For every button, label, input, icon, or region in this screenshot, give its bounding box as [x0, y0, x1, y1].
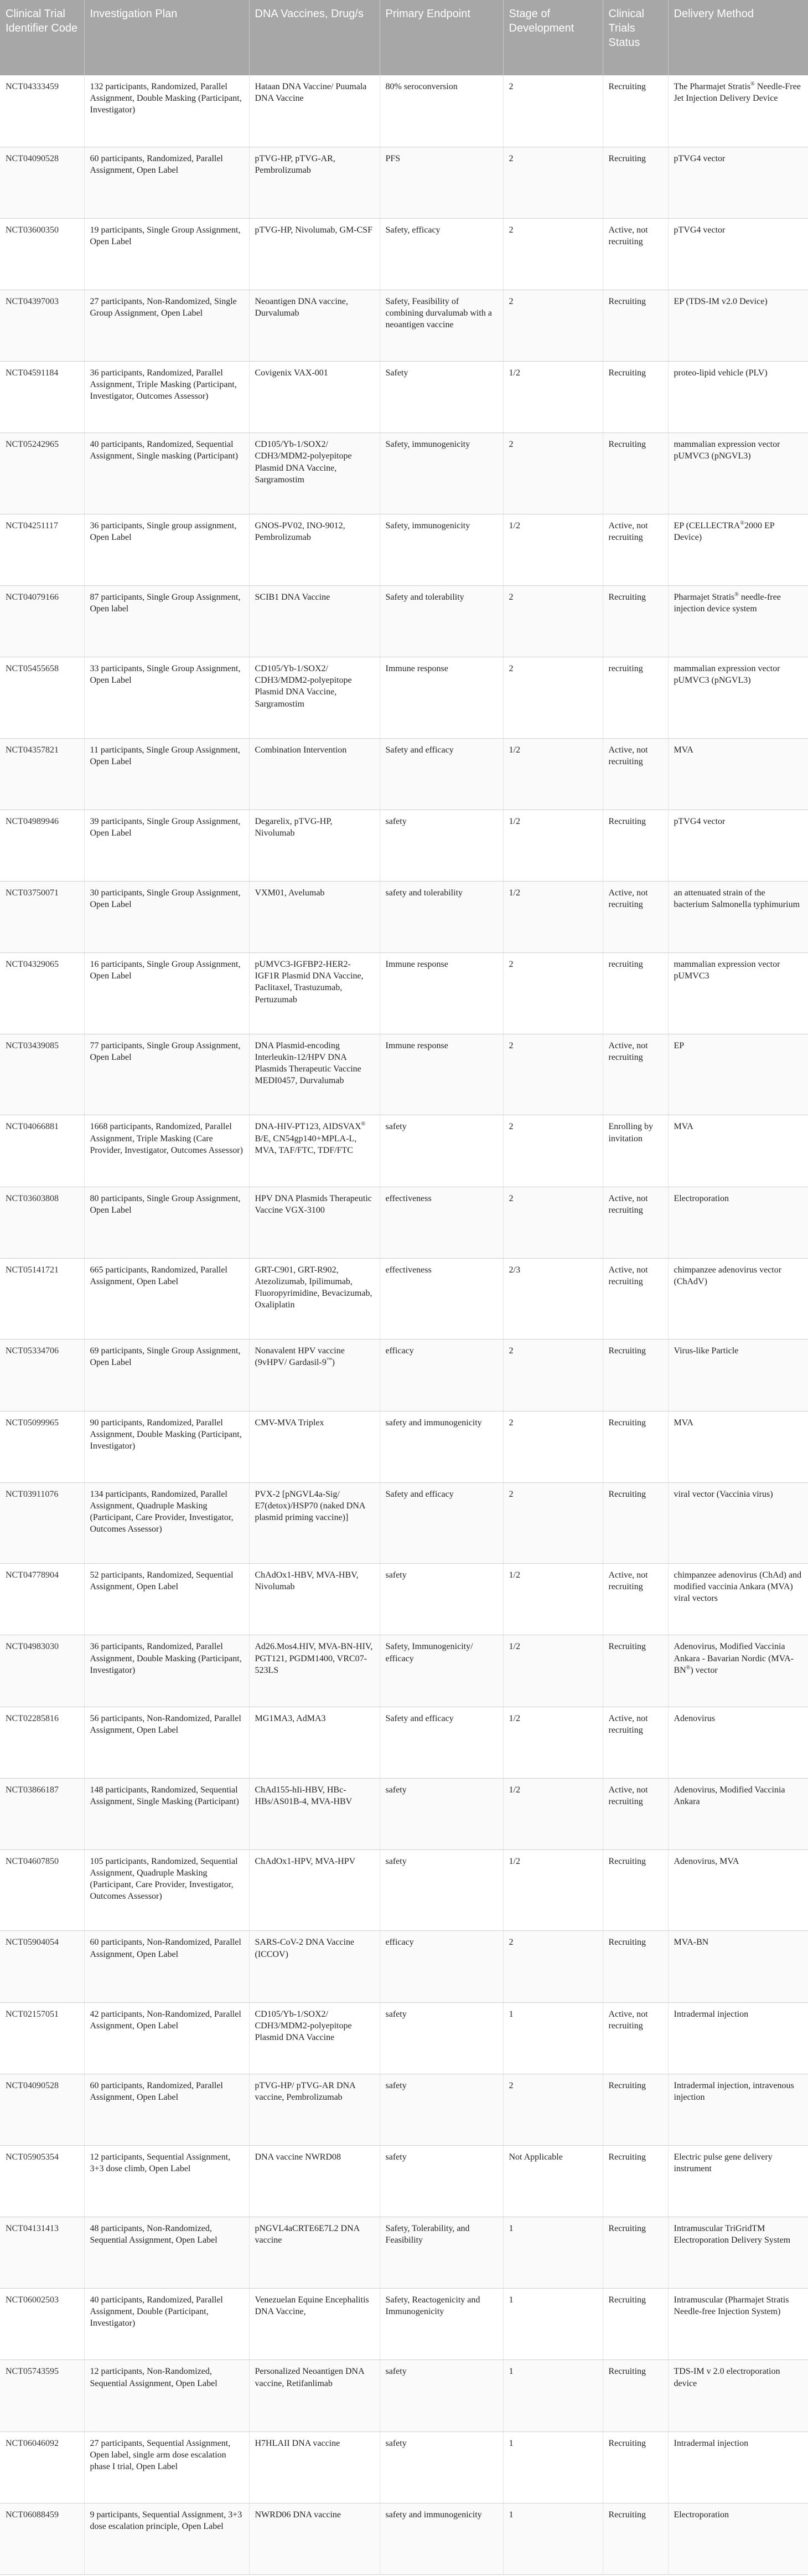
table-body: [0, 75, 808, 2574]
cell-stage: 1/2: [503, 362, 603, 433]
cell-delivery-method: pTVG4 vector: [668, 810, 808, 881]
cell-identifier: NCT03439085: [0, 1034, 84, 1115]
cell-status: Recruiting: [603, 1411, 668, 1482]
cell-delivery-method: Adenovirus, MVA: [668, 1849, 808, 1931]
table-row: [0, 2002, 808, 2074]
cell-delivery-method: proteo-lipid vehicle (PLV): [668, 362, 808, 433]
cell-investigation-plan: 11 participants, Single Group Assignment, Open Label: [84, 738, 249, 810]
cell-primary-endpoint: Safety: [380, 362, 503, 433]
cell-stage: 2: [503, 1931, 603, 2002]
cell-primary-endpoint: safety: [380, 2360, 503, 2431]
cell-identifier: NCT04607850: [0, 1849, 84, 1931]
cell-status: Recruiting: [603, 2217, 668, 2289]
cell-primary-endpoint: safety: [380, 1564, 503, 1635]
cell-delivery-method: Adenovirus: [668, 1707, 808, 1778]
cell-identifier: NCT04989946: [0, 810, 84, 881]
cell-delivery-method: Pharmajet Stratis® needle-free injection device system: [668, 586, 808, 657]
cell-dna-vaccines: Ad26.Mos4.HIV, MVA-BN-HIV, PGT121, PGDM1400, VRC07-523LS: [249, 1635, 380, 1707]
column-header-primary-endpoint: Primary Endpoint: [380, 0, 503, 75]
cell-delivery-method: Intradermal injection, intravenous injection: [668, 2074, 808, 2145]
table-row: [0, 1034, 808, 1115]
cell-identifier: NCT04090528: [0, 2074, 84, 2145]
table-row: [0, 433, 808, 514]
cell-identifier: NCT04251117: [0, 514, 84, 585]
cell-stage: 1/2: [503, 810, 603, 881]
cell-stage: 1/2: [503, 1778, 603, 1849]
table-row: [0, 1931, 808, 2002]
cell-dna-vaccines: pUMVC3-IGFBP2-HER2-IGF1R Plasmid DNA Vaccine, Paclitaxel, Trastuzumab, Pertuzumab: [249, 953, 380, 1034]
cell-delivery-method: EP (CELLECTRA®2000 EP Device): [668, 514, 808, 585]
cell-primary-endpoint: Safety, Tolerability, and Feasibility: [380, 2217, 503, 2289]
cell-status: Recruiting: [603, 1339, 668, 1411]
cell-delivery-method: The Pharmajet Stratis® Needle-Free Jet Injection Delivery Device: [668, 75, 808, 147]
cell-investigation-plan: 69 participants, Single Group Assignment, Open Label: [84, 1339, 249, 1411]
cell-identifier: NCT04591184: [0, 362, 84, 433]
cell-investigation-plan: 42 participants, Non-Randomized, Parallel Assignment, Open Label: [84, 2002, 249, 2074]
cell-delivery-method: Intradermal injection: [668, 2002, 808, 2074]
cell-investigation-plan: 52 participants, Randomized, Sequential Assignment, Open Label: [84, 1564, 249, 1635]
cell-status: Active, not recruiting: [603, 1707, 668, 1778]
cell-dna-vaccines: PVX-2 [pNGVL4a-Sig/ E7(detox)/HSP70 (naked DNA plasmid priming vaccine)]: [249, 1482, 380, 1564]
cell-stage: 2: [503, 75, 603, 147]
cell-primary-endpoint: Safety and efficacy: [380, 738, 503, 810]
table-row: [0, 1707, 808, 1778]
cell-primary-endpoint: safety: [380, 2145, 503, 2217]
cell-dna-vaccines: Venezuelan Equine Encephalitis DNA Vaccine,: [249, 2289, 380, 2360]
cell-status: Recruiting: [603, 1849, 668, 1931]
cell-stage: 1/2: [503, 882, 603, 953]
cell-primary-endpoint: safety: [380, 1115, 503, 1187]
cell-status: Active, not recruiting: [603, 1564, 668, 1635]
cell-identifier: NCT04090528: [0, 147, 84, 218]
cell-investigation-plan: 36 participants, Randomized, Parallel Assignment, Triple Masking (Participant, Investigator, Outcomes Assessor): [84, 362, 249, 433]
cell-investigation-plan: 30 participants, Single Group Assignment, Open Label: [84, 882, 249, 953]
cell-status: Recruiting: [603, 586, 668, 657]
cell-stage: 2: [503, 1187, 603, 1258]
cell-investigation-plan: 1668 participants, Randomized, Parallel Assignment, Triple Masking (Care Provider, Investigator, Outcomes Assessor): [84, 1115, 249, 1187]
cell-identifier: NCT03911076: [0, 1482, 84, 1564]
cell-investigation-plan: 60 participants, Randomized, Parallel Assignment, Open Label: [84, 147, 249, 218]
cell-stage: 1: [503, 2503, 603, 2574]
cell-investigation-plan: 132 participants, Randomized, Parallel Assignment, Double Masking (Participant, Investigator): [84, 75, 249, 147]
cell-status: Active, not recruiting: [603, 882, 668, 953]
table-row: [0, 75, 808, 147]
cell-investigation-plan: 148 participants, Randomized, Sequential Assignment, Single Masking (Participant): [84, 1778, 249, 1849]
cell-status: recruiting: [603, 657, 668, 739]
cell-delivery-method: pTVG4 vector: [668, 218, 808, 290]
cell-status: Recruiting: [603, 2074, 668, 2145]
table-row: [0, 2217, 808, 2289]
table-row: [0, 290, 808, 361]
table-row: [0, 1482, 808, 1564]
cell-dna-vaccines: Combination Intervention: [249, 738, 380, 810]
cell-primary-endpoint: Safety, immunogenicity: [380, 433, 503, 514]
cell-stage: 2: [503, 953, 603, 1034]
cell-identifier: NCT06088459: [0, 2503, 84, 2574]
cell-identifier: NCT04778904: [0, 1564, 84, 1635]
cell-dna-vaccines: DNA-HIV-PT123, AIDSVAX® B/E, CN54gp140+MPLA-L, MVA, TAF/FTC, TDF/FTC: [249, 1115, 380, 1187]
cell-delivery-method: TDS-IM v 2.0 electroporation device: [668, 2360, 808, 2431]
cell-primary-endpoint: Safety, Immunogenicity/ efficacy: [380, 1635, 503, 1707]
table-row: [0, 2360, 808, 2431]
cell-identifier: NCT06002503: [0, 2289, 84, 2360]
cell-status: Recruiting: [603, 810, 668, 881]
cell-stage: 2: [503, 433, 603, 514]
cell-delivery-method: an attenuated strain of the bacterium Salmonella typhimurium: [668, 882, 808, 953]
cell-dna-vaccines: Neoantigen DNA vaccine, Durvalumab: [249, 290, 380, 361]
cell-primary-endpoint: Immune response: [380, 953, 503, 1034]
table-row: [0, 1411, 808, 1482]
cell-investigation-plan: 12 participants, Non-Randomized, Sequential Assignment, Open Label: [84, 2360, 249, 2431]
cell-status: Recruiting: [603, 1635, 668, 1707]
cell-identifier: NCT05904054: [0, 1931, 84, 2002]
cell-dna-vaccines: SARS-CoV-2 DNA Vaccine (ICCOV): [249, 1931, 380, 2002]
cell-investigation-plan: 134 participants, Randomized, Parallel Assignment, Quadruple Masking (Participant, Care Provider, Investigator, Outcomes Assessor): [84, 1482, 249, 1564]
column-header-status: Clinical Trials Status: [603, 0, 668, 75]
cell-identifier: NCT05141721: [0, 1258, 84, 1339]
cell-dna-vaccines: pTVG-HP, Nivolumab, GM-CSF: [249, 218, 380, 290]
cell-primary-endpoint: PFS: [380, 147, 503, 218]
cell-identifier: NCT04079166: [0, 586, 84, 657]
cell-identifier: NCT04357821: [0, 738, 84, 810]
table-row: [0, 1187, 808, 1258]
cell-investigation-plan: 77 participants, Single Group Assignment, Open Label: [84, 1034, 249, 1115]
table-row: [0, 953, 808, 1034]
cell-identifier: NCT03750071: [0, 882, 84, 953]
cell-stage: 1: [503, 2217, 603, 2289]
cell-primary-endpoint: Safety, Reactogenicity and Immunogenicity: [380, 2289, 503, 2360]
cell-primary-endpoint: effectiveness: [380, 1187, 503, 1258]
cell-investigation-plan: 27 participants, Non-Randomized, Single Group Assignment, Open Label: [84, 290, 249, 361]
cell-primary-endpoint: safety and immunogenicity: [380, 1411, 503, 1482]
table-row: [0, 738, 808, 810]
cell-primary-endpoint: Safety and efficacy: [380, 1707, 503, 1778]
cell-dna-vaccines: Nonavalent HPV vaccine (9vHPV/ Gardasil-9™): [249, 1339, 380, 1411]
cell-primary-endpoint: Safety, Feasibility of combining durvalumab with a neoantigen vaccine: [380, 290, 503, 361]
table-header-row: [0, 0, 808, 75]
cell-identifier: NCT04333459: [0, 75, 84, 147]
cell-primary-endpoint: effectiveness: [380, 1258, 503, 1339]
cell-delivery-method: viral vector (Vaccinia virus): [668, 1482, 808, 1564]
cell-primary-endpoint: safety: [380, 1778, 503, 1849]
cell-dna-vaccines: H7HLAII DNA vaccine: [249, 2431, 380, 2503]
cell-dna-vaccines: CMV-MVA Triplex: [249, 1411, 380, 1482]
cell-status: Active, not recruiting: [603, 738, 668, 810]
cell-stage: 1/2: [503, 1849, 603, 1931]
table-row: [0, 1564, 808, 1635]
cell-stage: 1/2: [503, 738, 603, 810]
cell-stage: 1: [503, 2289, 603, 2360]
cell-dna-vaccines: pTVG-HP, pTVG-AR, Pembrolizumab: [249, 147, 380, 218]
cell-dna-vaccines: VXM01, Avelumab: [249, 882, 380, 953]
cell-identifier: NCT05455658: [0, 657, 84, 739]
cell-delivery-method: Adenovirus, Modified Vaccinia Ankara - Bavarian Nordic (MVA-BN®) vector: [668, 1635, 808, 1707]
cell-stage: 1/2: [503, 514, 603, 585]
cell-delivery-method: Electroporation: [668, 1187, 808, 1258]
cell-stage: 2: [503, 586, 603, 657]
cell-investigation-plan: 105 participants, Randomized, Sequential Assignment, Quadruple Masking (Participant, Care Provider, Investigator, Outcomes Assessor): [84, 1849, 249, 1931]
cell-investigation-plan: 19 participants, Single Group Assignment, Open Label: [84, 218, 249, 290]
table-row: [0, 657, 808, 739]
cell-identifier: NCT04397003: [0, 290, 84, 361]
cell-primary-endpoint: safety and immunogenicity: [380, 2503, 503, 2574]
cell-investigation-plan: 60 participants, Non-Randomized, Parallel Assignment, Open Label: [84, 1931, 249, 2002]
cell-primary-endpoint: Safety and efficacy: [380, 1482, 503, 1564]
cell-primary-endpoint: safety: [380, 810, 503, 881]
table-row: [0, 1849, 808, 1931]
cell-delivery-method: MVA-BN: [668, 1931, 808, 2002]
cell-status: recruiting: [603, 953, 668, 1034]
cell-investigation-plan: 56 participants, Non-Randomized, Parallel Assignment, Open Label: [84, 1707, 249, 1778]
cell-investigation-plan: 36 participants, Single group assignment, Open Label: [84, 514, 249, 585]
cell-status: Recruiting: [603, 147, 668, 218]
cell-identifier: NCT05334706: [0, 1339, 84, 1411]
cell-delivery-method: Virus-like Particle: [668, 1339, 808, 1411]
table-row: [0, 362, 808, 433]
cell-identifier: NCT04329065: [0, 953, 84, 1034]
cell-investigation-plan: 80 participants, Single Group Assignment, Open Label: [84, 1187, 249, 1258]
cell-stage: 1: [503, 2431, 603, 2503]
table-row: [0, 1258, 808, 1339]
cell-dna-vaccines: CD105/Yb-1/SOX2/ CDH3/MDM2-polyepitope Plasmid DNA Vaccine: [249, 2002, 380, 2074]
cell-dna-vaccines: ChAd155-hIi-HBV, HBc-HBs/AS01B-4, MVA-HBV: [249, 1778, 380, 1849]
cell-identifier: NCT04066881: [0, 1115, 84, 1187]
cell-stage: 1/2: [503, 1564, 603, 1635]
cell-stage: 2: [503, 1034, 603, 1115]
cell-investigation-plan: 33 participants, Single Group Assignment, Open Label: [84, 657, 249, 739]
cell-identifier: NCT03600350: [0, 218, 84, 290]
table-row: [0, 2431, 808, 2503]
cell-status: Enrolling by invitation: [603, 1115, 668, 1187]
cell-status: Recruiting: [603, 1931, 668, 2002]
cell-status: Active, not recruiting: [603, 218, 668, 290]
cell-status: Active, not recruiting: [603, 1034, 668, 1115]
table-row: [0, 1778, 808, 1849]
cell-delivery-method: chimpanzee adenovirus vector (ChAdV): [668, 1258, 808, 1339]
cell-stage: 2: [503, 2074, 603, 2145]
cell-dna-vaccines: GNOS-PV02, INO-9012, Pembrolizumab: [249, 514, 380, 585]
cell-status: Recruiting: [603, 2360, 668, 2431]
cell-dna-vaccines: GRT-C901, GRT-R902, Atezolizumab, Ipilimumab, Fluoropyrimidine, Bevacizumab, Oxaliplatin: [249, 1258, 380, 1339]
cell-status: Recruiting: [603, 1482, 668, 1564]
table-row: [0, 1635, 808, 1707]
cell-identifier: NCT02157051: [0, 2002, 84, 2074]
cell-stage: 1/2: [503, 1635, 603, 1707]
cell-identifier: NCT05905354: [0, 2145, 84, 2217]
cell-status: Recruiting: [603, 290, 668, 361]
cell-investigation-plan: 27 participants, Sequential Assignment, Open label, single arm dose escalation phase I trial, Open Label: [84, 2431, 249, 2503]
cell-dna-vaccines: Degarelix, pTVG-HP, Nivolumab: [249, 810, 380, 881]
column-header-investigation-plan: Investigation Plan: [84, 0, 249, 75]
cell-investigation-plan: 48 participants, Non-Randomized, Sequential Assignment, Open Label: [84, 2217, 249, 2289]
table-row: [0, 586, 808, 657]
cell-dna-vaccines: CD105/Yb-1/SOX2/ CDH3/MDM2-polyepitope Plasmid DNA Vaccine, Sargramostim: [249, 433, 380, 514]
cell-status: Active, not recruiting: [603, 2002, 668, 2074]
table-row: [0, 882, 808, 953]
column-header-dna-vaccines: DNA Vaccines, Drug/s: [249, 0, 380, 75]
table-row: [0, 2074, 808, 2145]
cell-dna-vaccines: SCIB1 DNA Vaccine: [249, 586, 380, 657]
cell-dna-vaccines: NWRD06 DNA vaccine: [249, 2503, 380, 2574]
cell-delivery-method: Intramuscular TriGridTM Electroporation Delivery System: [668, 2217, 808, 2289]
cell-dna-vaccines: DNA vaccine NWRD08: [249, 2145, 380, 2217]
cell-stage: 2: [503, 218, 603, 290]
cell-delivery-method: MVA: [668, 1115, 808, 1187]
cell-stage: 2: [503, 290, 603, 361]
cell-status: Recruiting: [603, 2145, 668, 2217]
cell-primary-endpoint: safety and tolerability: [380, 882, 503, 953]
cell-stage: 2: [503, 1115, 603, 1187]
cell-primary-endpoint: Safety, immunogenicity: [380, 514, 503, 585]
cell-stage: 2: [503, 147, 603, 218]
cell-delivery-method: Electroporation: [668, 2503, 808, 2574]
cell-primary-endpoint: Safety and tolerability: [380, 586, 503, 657]
cell-status: Active, not recruiting: [603, 1258, 668, 1339]
cell-delivery-method: Electric pulse gene delivery instrument: [668, 2145, 808, 2217]
cell-status: Active, not recruiting: [603, 1778, 668, 1849]
cell-investigation-plan: 40 participants, Randomized, Sequential Assignment, Single masking (Participant): [84, 433, 249, 514]
cell-primary-endpoint: Safety, efficacy: [380, 218, 503, 290]
cell-identifier: NCT05242965: [0, 433, 84, 514]
cell-stage: 1/2: [503, 1707, 603, 1778]
cell-dna-vaccines: Personalized Neoantigen DNA vaccine, Retifanlimab: [249, 2360, 380, 2431]
cell-investigation-plan: 665 participants, Randomized, Parallel Assignment, Open Label: [84, 1258, 249, 1339]
cell-investigation-plan: 36 participants, Randomized, Parallel Assignment, Double Masking (Participant, Investigator): [84, 1635, 249, 1707]
cell-dna-vaccines: DNA Plasmid-encoding Interleukin-12/HPV DNA Plasmids Therapeutic Vaccine MEDI0457, Durvalumab: [249, 1034, 380, 1115]
cell-dna-vaccines: HPV DNA Plasmids Therapeutic Vaccine VGX-3100: [249, 1187, 380, 1258]
cell-dna-vaccines: pNGVL4aCRTE6E7L2 DNA vaccine: [249, 2217, 380, 2289]
cell-identifier: NCT05099965: [0, 1411, 84, 1482]
cell-dna-vaccines: Covigenix VAX-001: [249, 362, 380, 433]
cell-status: Active, not recruiting: [603, 514, 668, 585]
cell-stage: 1: [503, 2002, 603, 2074]
cell-dna-vaccines: CD105/Yb-1/SOX2/ CDH3/MDM2-polyepitope Plasmid DNA Vaccine, Sargramostim: [249, 657, 380, 739]
cell-identifier: NCT03603808: [0, 1187, 84, 1258]
table-row: [0, 147, 808, 218]
cell-dna-vaccines: pTVG-HP/ pTVG-AR DNA vaccine, Pembrolizumab: [249, 2074, 380, 2145]
cell-primary-endpoint: safety: [380, 1849, 503, 1931]
cell-investigation-plan: 60 participants, Randomized, Parallel Assignment, Open Label: [84, 2074, 249, 2145]
cell-delivery-method: mammalian expression vector pUMVC3: [668, 953, 808, 1034]
cell-identifier: NCT06046092: [0, 2431, 84, 2503]
cell-primary-endpoint: safety: [380, 2431, 503, 2503]
column-header-stage: Stage of Development: [503, 0, 603, 75]
table-row: [0, 514, 808, 585]
table-row: [0, 810, 808, 881]
cell-stage: 2/3: [503, 1258, 603, 1339]
cell-delivery-method: EP: [668, 1034, 808, 1115]
cell-investigation-plan: 12 participants, Sequential Assignment, 3+3 dose climb, Open Label: [84, 2145, 249, 2217]
cell-identifier: NCT02285816: [0, 1707, 84, 1778]
cell-status: Recruiting: [603, 362, 668, 433]
cell-stage: Not Applicable: [503, 2145, 603, 2217]
cell-investigation-plan: 39 participants, Single Group Assignment, Open Label: [84, 810, 249, 881]
cell-delivery-method: mammalian expression vector pUMVC3 (pNGVL3): [668, 433, 808, 514]
cell-identifier: NCT04983030: [0, 1635, 84, 1707]
table-row: [0, 2289, 808, 2360]
cell-delivery-method: EP (TDS-IM v2.0 Device): [668, 290, 808, 361]
cell-delivery-method: Adenovirus, Modified Vaccinia Ankara: [668, 1778, 808, 1849]
cell-primary-endpoint: safety: [380, 2074, 503, 2145]
cell-dna-vaccines: Hataan DNA Vaccine/ Puumala DNA Vaccine: [249, 75, 380, 147]
table-row: [0, 1339, 808, 1411]
cell-status: Recruiting: [603, 75, 668, 147]
cell-status: Recruiting: [603, 2431, 668, 2503]
cell-primary-endpoint: Immune response: [380, 1034, 503, 1115]
cell-investigation-plan: 9 participants, Sequential Assignment, 3+3 dose escalation principle, Open Label: [84, 2503, 249, 2574]
cell-investigation-plan: 40 participants, Randomized, Parallel Assignment, Double (Participant, Investigator): [84, 2289, 249, 2360]
table-row: [0, 2145, 808, 2217]
cell-primary-endpoint: efficacy: [380, 1339, 503, 1411]
cell-investigation-plan: 16 participants, Single Group Assignment, Open Label: [84, 953, 249, 1034]
cell-status: Recruiting: [603, 433, 668, 514]
cell-delivery-method: MVA: [668, 1411, 808, 1482]
cell-identifier: NCT03866187: [0, 1778, 84, 1849]
cell-stage: 2: [503, 657, 603, 739]
cell-delivery-method: Intramuscular (Pharmajet Stratis Needle-free Injection System): [668, 2289, 808, 2360]
column-header-delivery-method: Delivery Method: [668, 0, 808, 75]
table-row: [0, 1115, 808, 1187]
column-header-identifier: Clinical Trial Identifier Code: [0, 0, 84, 75]
cell-primary-endpoint: 80% seroconversion: [380, 75, 503, 147]
table-row: [0, 2503, 808, 2574]
cell-delivery-method: pTVG4 vector: [668, 147, 808, 218]
cell-stage: 1: [503, 2360, 603, 2431]
cell-investigation-plan: 90 participants, Randomized, Parallel Assignment, Double Masking (Participant, Investigator): [84, 1411, 249, 1482]
cell-primary-endpoint: safety: [380, 2002, 503, 2074]
cell-delivery-method: Intradermal injection: [668, 2431, 808, 2503]
cell-identifier: NCT05743595: [0, 2360, 84, 2431]
cell-primary-endpoint: efficacy: [380, 1931, 503, 2002]
cell-stage: 2: [503, 1482, 603, 1564]
cell-status: Active, not recruiting: [603, 1187, 668, 1258]
cell-identifier: NCT04131413: [0, 2217, 84, 2289]
table-row: [0, 218, 808, 290]
cell-primary-endpoint: Immune response: [380, 657, 503, 739]
cell-investigation-plan: 87 participants, Single Group Assignment, Open label: [84, 586, 249, 657]
cell-delivery-method: MVA: [668, 738, 808, 810]
cell-dna-vaccines: ChAdOx1-HPV, MVA-HPV: [249, 1849, 380, 1931]
cell-delivery-method: mammalian expression vector pUMVC3 (pNGVL3): [668, 657, 808, 739]
cell-dna-vaccines: ChAdOx1-HBV, MVA-HBV, Nivolumab: [249, 1564, 380, 1635]
cell-stage: 2: [503, 1411, 603, 1482]
cell-delivery-method: chimpanzee adenovirus (ChAd) and modified vaccinia Ankara (MVA) viral vectors: [668, 1564, 808, 1635]
cell-stage: 2: [503, 1339, 603, 1411]
cell-dna-vaccines: MG1MA3, AdMA3: [249, 1707, 380, 1778]
cell-status: Recruiting: [603, 2289, 668, 2360]
cell-status: Recruiting: [603, 2503, 668, 2574]
